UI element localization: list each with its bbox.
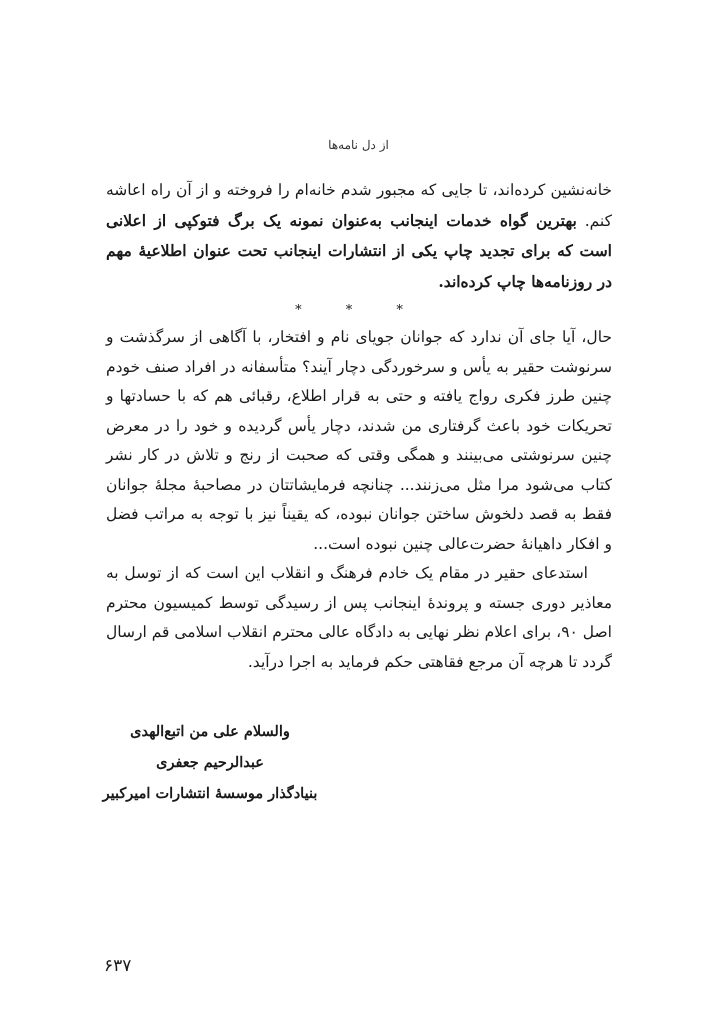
paragraph-3: استدعای حقیر در مقام یک خادم فرهنگ و انقلاب این است که از توسل به معاذیر دوری جسته و پروندهٔ اینجانب پس از رسیدگی توسط کمیسیون محترم اصل ۹۰، برای اعلام نظر نهایی به دادگاه عالی محترم انقلاب اسلامی قم ارسال گردد تا هرچه آن مرجع فقاهتی حکم فرماید به اجرا درآید. (106, 564, 612, 671)
running-header: از دل نامه‌ها (328, 138, 389, 152)
paragraph-1-bold: بهترین گواه خدمات اینجانب به‌عنوان نمونه یک برگ فتوکپی از اعلانی است که برای تجدید چاپ یکی از انتشارات اینجانب تحت عنوان اطلاعیهٔ مهم در روزنامه‌ها چاپ کرده‌اند. (106, 210, 612, 291)
signature-closing: والسلام علی من اتبع‌الهدی (130, 723, 290, 740)
signature-title: بنیادگذار موسسهٔ انتشارات امیرکبیر (102, 785, 318, 802)
page-number: ۶۳۷ (104, 956, 132, 976)
signature-name: عبدالرحیم جعفری (156, 754, 264, 771)
paragraph-2: حال، آیا جای آن ندارد که جوانان جویای نام و افتخار، با آگاهی از سرگذشت و سرنوشت حقیر به یأس و سرخوردگی دچار آیند؟ متأسفانه در افراد صنف خودم چنین طرز فکری رواج یافته و حتی به قرار اطلاع، رقبائی هم که با حسادتها و تحریکات خود باعث گرفتاری من شدند، دچار یأس گردیده و خود را در معرض چنین سرنوشتی می‌بینند و همگی وقتی که صحبت از رنج و تلاش در کار نشر کتاب می‌شود مرا مثل می‌زنند... چنانچه فرمایشاتتان در مصاحبهٔ مجلهٔ جوانان فقط به قصد دلخوش ساختن جوانان نبوده، که یقیناً نیز با توجه به مراتب فضل و افکار داهیانهٔ حضرت‌عالی چنین نبوده است... (106, 328, 612, 553)
section-separator: * * * (295, 303, 423, 318)
body-text (106, 176, 612, 677)
signature-block (100, 716, 320, 809)
paragraph-1-normal: خانه‌نشین کرده‌اند، تا جایی که مجبور شدم خانه‌ام را فروخته و از آن راه اعاشه کنم. (106, 181, 612, 230)
paragraph-1 (106, 176, 612, 297)
